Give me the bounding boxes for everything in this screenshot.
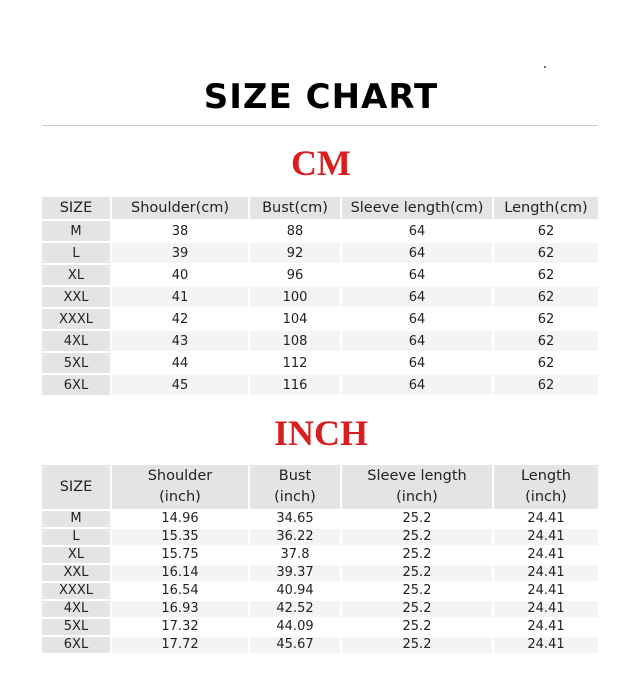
cm-header-length: Length(cm): [494, 197, 598, 221]
inch-cell-shoulder: 17.72: [112, 637, 250, 653]
inch-cell-length: 24.41: [494, 619, 598, 637]
inch-header-size: [42, 465, 112, 511]
cm-cell-length: 62: [494, 221, 598, 243]
cm-cell-length: 62: [494, 309, 598, 331]
cm-table-row: [42, 221, 598, 243]
cm-cell-shoulder: 39: [112, 243, 250, 265]
cm-cell-bust: 116: [250, 375, 342, 395]
inch-cell-length: 24.41: [494, 583, 598, 601]
inch-cell-sleeve-length: 25.2: [342, 619, 494, 637]
cm-cell-size: M: [42, 221, 112, 243]
inch-cell-shoulder: 14.96: [112, 511, 250, 529]
inch-cell-bust: 42.52: [250, 601, 342, 619]
inch-cell-length: 24.41: [494, 511, 598, 529]
inch-cell-sleeve-length: 25.2: [342, 637, 494, 653]
cm-cell-size: XXXL: [42, 309, 112, 331]
inch-cell-bust: 44.09: [250, 619, 342, 637]
inch-cell-bust: 34.65: [250, 511, 342, 529]
inch-table-row: [42, 547, 598, 565]
cm-cell-length: 62: [494, 287, 598, 309]
cm-cell-size: L: [42, 243, 112, 265]
cm-table-row: [42, 265, 598, 287]
inch-table-row: [42, 637, 598, 653]
inch-cell-size: XXXL: [42, 583, 112, 601]
inch-cell-shoulder: 16.93: [112, 601, 250, 619]
inch-cell-size: XL: [42, 547, 112, 565]
inch-section-title: INCH: [273, 413, 368, 453]
inch-cell-bust: 36.22: [250, 529, 342, 547]
inch-cell-sleeve-length: 25.2: [342, 511, 494, 529]
cm-header-bust: Bust(cm): [250, 197, 342, 221]
cm-cell-size: 4XL: [42, 331, 112, 353]
cm-table-row: [42, 287, 598, 309]
page-title: SIZE CHART: [203, 77, 439, 117]
cm-header-size: SIZE: [42, 197, 112, 221]
cm-table-row: [42, 331, 598, 353]
inch-cell-shoulder: 16.54: [112, 583, 250, 601]
inch-cell-size: 6XL: [42, 637, 112, 653]
inch-header-bust-unit: (inch): [274, 489, 316, 505]
cm-cell-length: 62: [494, 353, 598, 375]
cm-table-row: [42, 243, 598, 265]
title-divider: [42, 125, 598, 126]
cm-cell-bust: 92: [250, 243, 342, 265]
cm-table-row: [42, 375, 598, 395]
cm-cell-shoulder: 40: [112, 265, 250, 287]
inch-table-row: [42, 619, 598, 637]
inch-cell-shoulder: 15.75: [112, 547, 250, 565]
inch-header-length: [494, 465, 598, 511]
cm-cell-sleeve-length: 64: [342, 221, 494, 243]
inch-table-row: [42, 583, 598, 601]
inch-header-row: [42, 465, 598, 511]
cm-cell-sleeve-length: 64: [342, 265, 494, 287]
inch-cell-size: M: [42, 511, 112, 529]
inch-cell-size: XXL: [42, 565, 112, 583]
inch-cell-size: 5XL: [42, 619, 112, 637]
cm-header-shoulder: Shoulder(cm): [112, 197, 250, 221]
cm-table-row: [42, 309, 598, 331]
cm-cell-sleeve-length: 64: [342, 353, 494, 375]
inch-header-sleeve-length: [342, 465, 494, 511]
inch-header-length-label: Length: [520, 468, 571, 484]
cm-cell-bust: 104: [250, 309, 342, 331]
cm-cell-shoulder: 42: [112, 309, 250, 331]
inch-cell-bust: 37.8: [250, 547, 342, 565]
cm-cell-sleeve-length: 64: [342, 287, 494, 309]
inch-header-bust-label: Bust: [278, 468, 312, 484]
cm-cell-size: XL: [42, 265, 112, 287]
cm-size-table: [42, 197, 598, 395]
inch-header-bust: [250, 465, 342, 511]
cm-cell-shoulder: 41: [112, 287, 250, 309]
cm-cell-size: 6XL: [42, 375, 112, 395]
inch-header-shoulder: [112, 465, 250, 511]
cm-cell-length: 62: [494, 331, 598, 353]
cm-cell-shoulder: 43: [112, 331, 250, 353]
inch-cell-bust: 45.67: [250, 637, 342, 653]
cm-cell-size: XXL: [42, 287, 112, 309]
inch-cell-sleeve-length: 25.2: [342, 583, 494, 601]
cm-cell-shoulder: 44: [112, 353, 250, 375]
inch-header-shoulder-unit: (inch): [159, 489, 201, 505]
cm-cell-length: 62: [494, 243, 598, 265]
inch-cell-length: 24.41: [494, 601, 598, 619]
inch-header-length-unit: (inch): [525, 489, 567, 505]
inch-table-row: [42, 565, 598, 583]
cm-cell-sleeve-length: 64: [342, 309, 494, 331]
inch-size-table: [42, 465, 598, 653]
inch-table-row: [42, 529, 598, 547]
cm-section-title: CM: [291, 143, 351, 183]
inch-cell-sleeve-length: 25.2: [342, 529, 494, 547]
inch-cell-length: 24.41: [494, 565, 598, 583]
inch-cell-size: L: [42, 529, 112, 547]
inch-cell-length: 24.41: [494, 529, 598, 547]
cm-cell-sleeve-length: 64: [342, 375, 494, 395]
cm-cell-bust: 96: [250, 265, 342, 287]
cm-cell-length: 62: [494, 265, 598, 287]
cm-cell-length: 62: [494, 375, 598, 395]
cm-header-row: [42, 197, 598, 221]
inch-cell-shoulder: 17.32: [112, 619, 250, 637]
inch-cell-shoulder: 16.14: [112, 565, 250, 583]
cm-cell-size: 5XL: [42, 353, 112, 375]
inch-cell-shoulder: 15.35: [112, 529, 250, 547]
cm-cell-bust: 108: [250, 331, 342, 353]
inch-cell-length: 24.41: [494, 547, 598, 565]
cm-header-sleeve-length: Sleeve length(cm): [342, 197, 494, 221]
inch-header-shoulder-label: Shoulder: [147, 468, 213, 484]
cm-cell-bust: 88: [250, 221, 342, 243]
inch-header-size-label: SIZE: [59, 478, 93, 495]
inch-cell-bust: 39.37: [250, 565, 342, 583]
inch-header-sleeve-length-unit: (inch): [396, 489, 438, 505]
inch-cell-bust: 40.94: [250, 583, 342, 601]
cm-cell-sleeve-length: 64: [342, 243, 494, 265]
cm-table-row: [42, 353, 598, 375]
inch-cell-size: 4XL: [42, 601, 112, 619]
inch-table-row: [42, 601, 598, 619]
inch-table-row: [42, 511, 598, 529]
inch-header-sleeve-length-label: Sleeve length: [367, 468, 467, 484]
cm-cell-shoulder: 45: [112, 375, 250, 395]
inch-cell-length: 24.41: [494, 637, 598, 653]
cm-cell-bust: 100: [250, 287, 342, 309]
inch-cell-sleeve-length: 25.2: [342, 565, 494, 583]
cm-cell-shoulder: 38: [112, 221, 250, 243]
cm-cell-bust: 112: [250, 353, 342, 375]
cm-cell-sleeve-length: 64: [342, 331, 494, 353]
inch-cell-sleeve-length: 25.2: [342, 601, 494, 619]
inch-cell-sleeve-length: 25.2: [342, 547, 494, 565]
stray-dot: [544, 66, 546, 68]
